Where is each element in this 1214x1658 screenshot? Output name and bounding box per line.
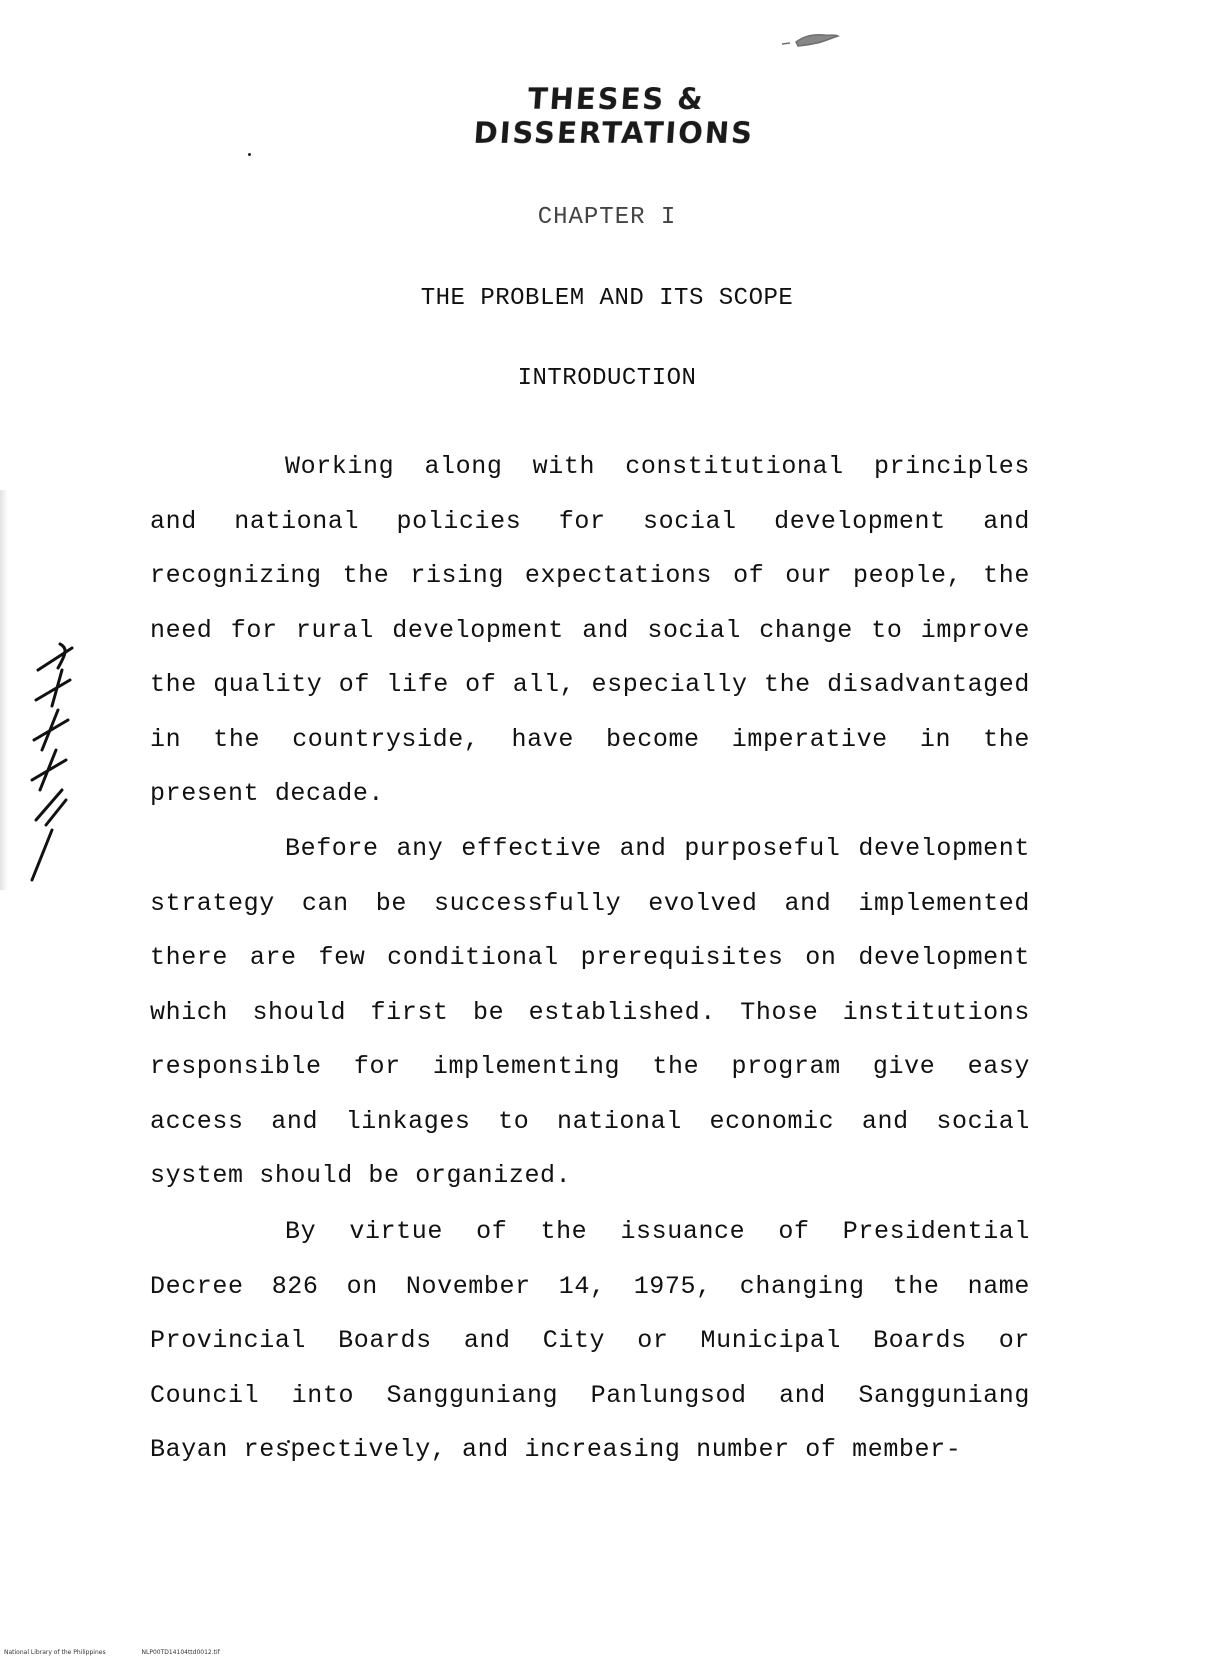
- speck: [248, 153, 251, 156]
- ink-smudge-icon: [780, 32, 840, 48]
- handwritten-accession-number: [22, 640, 78, 890]
- paragraph-2: Before any effective and purposeful development strategy can be successfully evolved and implemented there are few conditional prerequisites on development which should first be established. Those institutions responsible for implementing the program give easy access and linkages to national economic and social system should be organized.: [150, 834, 1030, 1190]
- chapter-heading: CHAPTER I: [537, 204, 677, 231]
- paragraph-3: By virtue of the issuance of Presidential Decree 826 on November 14, 1975, changing the name Provincial Boards and City or Municipal Boards or Council into Sangguniang Panlungsod and Sangguniang Bayan respectively, and increasing number of member-: [150, 1217, 1030, 1464]
- theses-stamp: THESES & DISSERTATIONS: [472, 82, 756, 150]
- section-heading: INTRODUCTION: [517, 365, 697, 392]
- footer-filename: NLP00TD14104ttd0012.tif: [141, 1649, 220, 1656]
- paragraph-1: Working along with constitutional principles and national policies for social development and recognizing the rising expectations of our people, the need for rural development and social change to improve the quality of life of all, especially the disadvantaged in the countryside, have become imperative in the present decade.: [150, 452, 1030, 808]
- page-title: THE PROBLEM AND ITS SCOPE: [420, 285, 794, 312]
- scan-edge-shadow: [0, 490, 8, 890]
- footer-library: National Library of the Philippines: [4, 1649, 106, 1656]
- scan-footer: [4, 1649, 254, 1656]
